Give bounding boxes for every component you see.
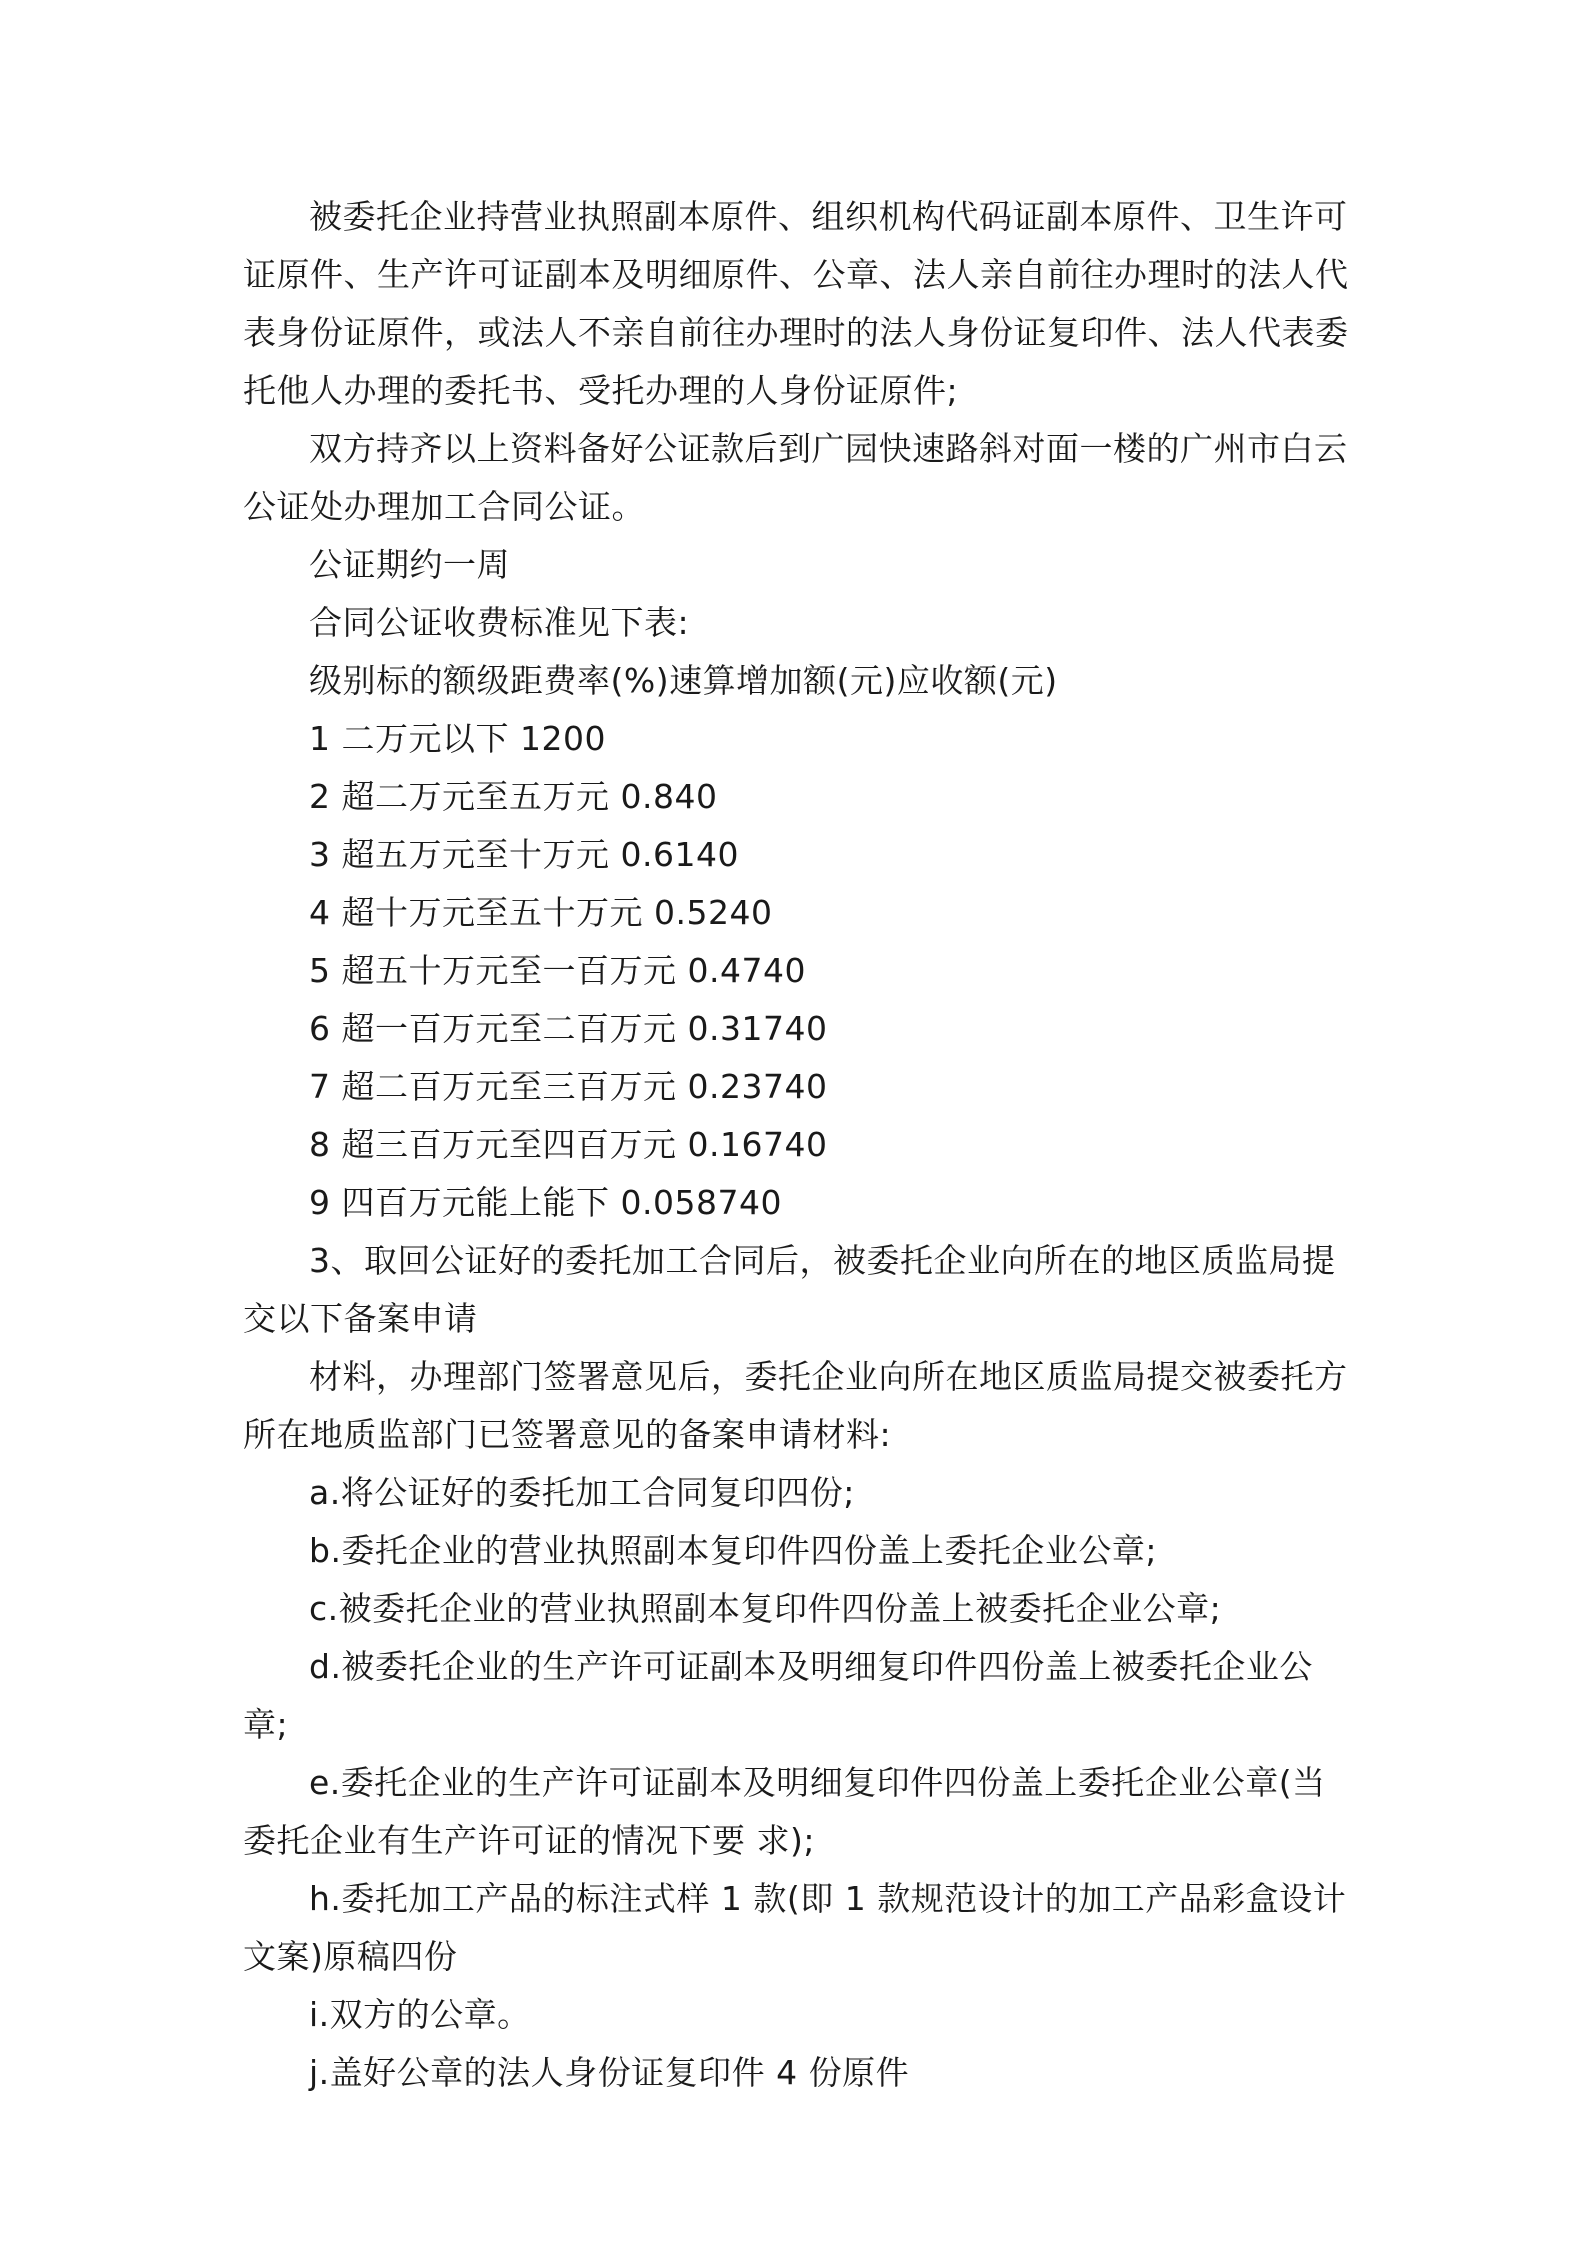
list-item-c: c.被委托企业的营业执照副本复印件四份盖上被委托企业公章; bbox=[309, 1589, 1222, 1628]
fee-table-row: 7 超二百万元至三百万元 0.23740 bbox=[309, 1067, 828, 1106]
fee-table-header: 级别标的额级距费率(%)速算增加额(元)应收额(元) bbox=[309, 661, 1058, 700]
list-item-b: b.委托企业的营业执照副本复印件四份盖上委托企业公章; bbox=[309, 1531, 1158, 1570]
list-item-j: j.盖好公章的法人身份证复印件 4 份原件 bbox=[309, 2053, 910, 2092]
list-item-h: h.委托加工产品的标注式样 1 款(即 1 款规范设计的加工产品彩盒设计文案)原稿四份 bbox=[243, 1879, 1347, 1976]
fee-table-row: 4 超十万元至五十万元 0.5240 bbox=[309, 893, 773, 932]
list-item-e: e.委托企业的生产许可证副本及明细复印件四份盖上委托企业公章(当委托企业有生产许可证的情况下要 求); bbox=[243, 1763, 1326, 1860]
paragraph-notary-period: 公证期约一周 bbox=[309, 545, 510, 584]
list-item-d: d.被委托企业的生产许可证副本及明细复印件四份盖上被委托企业公章; bbox=[243, 1647, 1313, 1744]
fee-table-row: 5 超五十万元至一百万元 0.4740 bbox=[309, 951, 806, 990]
paragraph-step-3: 3、取回公证好的委托加工合同后，被委托企业向所在的地区质监局提交以下备案申请 bbox=[243, 1241, 1336, 1338]
fee-table-row: 6 超一百万元至二百万元 0.31740 bbox=[309, 1009, 828, 1048]
paragraph-materials: 材料，办理部门签署意见后，委托企业向所在地区质监局提交被委托方所在地质监部门已签署意见的备案申请材料: bbox=[243, 1357, 1348, 1454]
paragraph-notary-office: 双方持齐以上资料备好公证款后到广园快速路斜对面一楼的广州市白云公证处办理加工合同公证。 bbox=[243, 429, 1348, 526]
list-item-a: a.将公证好的委托加工合同复印四份; bbox=[309, 1473, 855, 1512]
fee-table-row: 8 超三百万元至四百万元 0.16740 bbox=[309, 1125, 828, 1164]
paragraph-required-documents: 被委托企业持营业执照副本原件、组织机构代码证副本原件、卫生许可证原件、生产许可证副本及明细原件、公章、法人亲自前往办理时的法人代表身份证原件，或法人不亲自前往办理时的法人身份证复印件、法人代表委托他人办理的委托书、受托办理的人身份证原件; bbox=[243, 197, 1349, 410]
document-body bbox=[243, 188, 1353, 2102]
fee-table-row: 2 超二万元至五万元 0.840 bbox=[309, 777, 718, 816]
fee-table-row: 1 二万元以下 1200 bbox=[309, 719, 606, 758]
list-item-i: i.双方的公章。 bbox=[309, 1995, 531, 2034]
paragraph-fee-intro: 合同公证收费标准见下表: bbox=[309, 603, 690, 642]
fee-table-row: 3 超五万元至十万元 0.6140 bbox=[309, 835, 739, 874]
fee-table-row: 9 四百万元能上能下 0.058740 bbox=[309, 1183, 782, 1222]
